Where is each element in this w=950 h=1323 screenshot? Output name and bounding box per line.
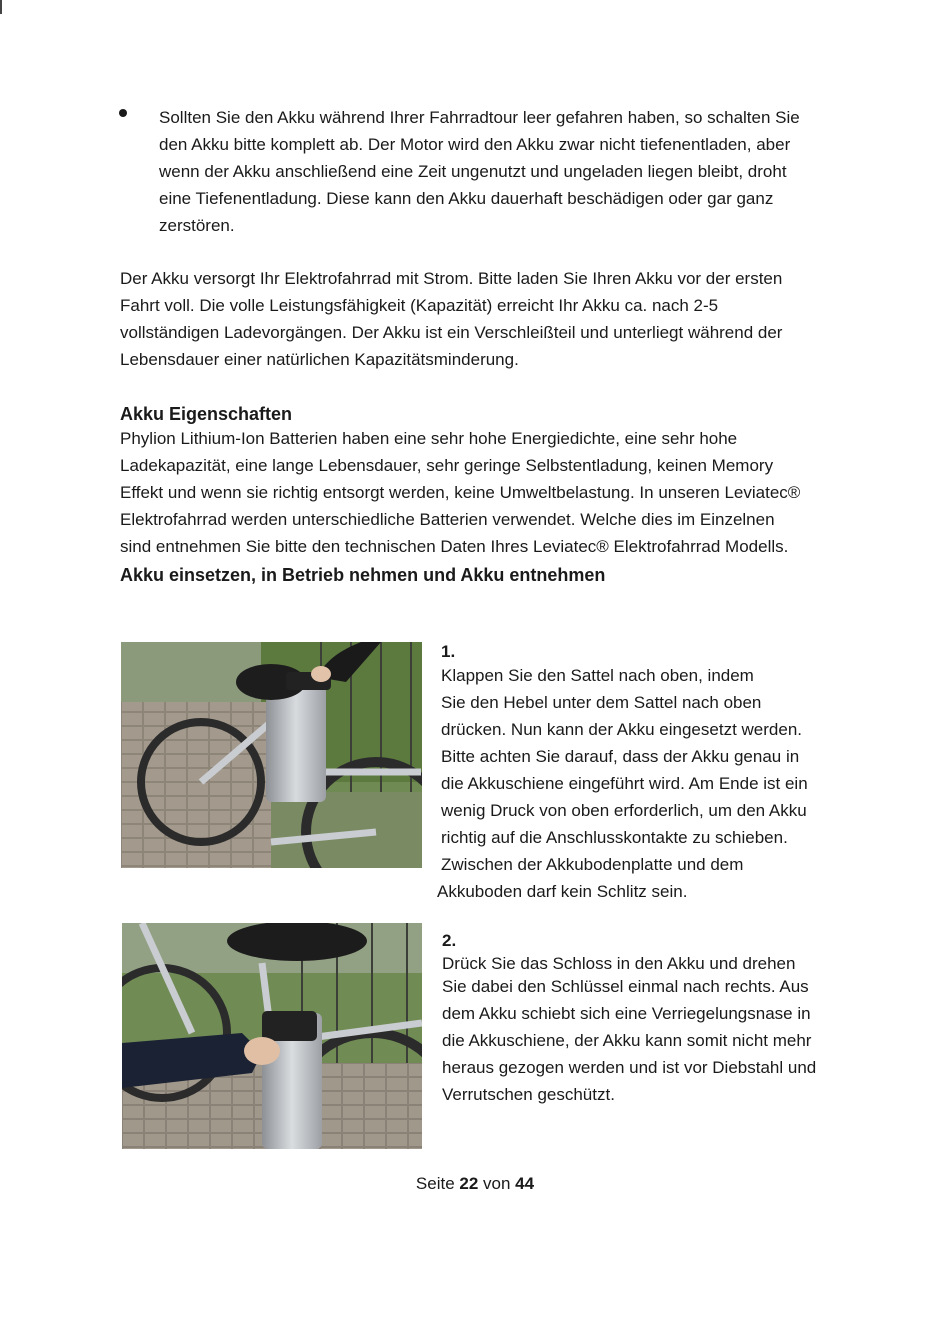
bullet-line-1: Sollten Sie den Akku während Ihrer Fahrradtour leer gefahren haben, so schalten Sie: [159, 108, 800, 127]
section-heading-akku-eigenschaften: Akku Eigenschaften: [120, 404, 293, 424]
step-2-line-1: Drück Sie das Schloss in den Akku und drehen: [442, 954, 796, 973]
section1-line-4: Elektrofahrrad werden unterschiedliche Batterien verwendet. Welche dies im Einzelnen: [120, 510, 775, 529]
intro-line-3: vollständigen Ladevorgängen. Der Akku ist ein Verschleißteil und unterliegt während der: [120, 323, 783, 342]
step-2-line-2: Sie dabei den Schlüssel einmal nach rechts. Aus: [442, 977, 809, 996]
photo-inserting-battery: [121, 642, 422, 868]
section1-line-3: Effekt und wenn sie richtig entsorgt werden, keine Umweltbelastung. In unseren Leviatec®: [120, 483, 801, 502]
bullet-line-2: den Akku bitte komplett ab. Der Motor wird den Akku zwar nicht tiefenentladen, aber: [159, 135, 791, 154]
step-1-line-5: die Akkuschiene eingeführt wird. Am Ende ist ein: [441, 774, 808, 793]
step-1-line-8: Zwischen der Akkubodenplatte und dem: [441, 855, 744, 874]
bullet-line-4: eine Tiefenentladung. Diese kann den Akku dauerhaft beschädigen oder gar ganz: [159, 189, 774, 208]
step-1-number: 1.: [441, 642, 456, 661]
footer-prefix: Seite: [415, 1174, 460, 1193]
step-1-line-1: Klappen Sie den Sattel nach oben, indem: [441, 666, 754, 685]
intro-line-1: Der Akku versorgt Ihr Elektrofahrrad mit Strom. Bitte laden Sie Ihren Akku vor der ersten: [120, 269, 783, 288]
step-1-line-7: richtig auf die Anschlusskontakte zu schieben.: [441, 828, 788, 847]
intro-line-4: Lebensdauer einer natürlichen Kapazitätsminderung.: [120, 350, 519, 369]
step-1-line-6: wenig Druck von oben erforderlich, um den Akku: [441, 801, 807, 820]
bullet-icon: [119, 109, 127, 117]
step-2-number: 2.: [442, 931, 457, 950]
page-footer: [0, 1173, 950, 1195]
footer-page-number: 22: [459, 1174, 479, 1193]
step-1-line-2: Sie den Hebel unter dem Sattel nach oben: [441, 693, 762, 712]
step-2-line-6: Verrutschen geschützt.: [442, 1085, 615, 1104]
step-1-line-3: drücken. Nun kann der Akku eingesetzt werden.: [441, 720, 802, 739]
step-2-line-5: heraus gezogen werden und ist vor Diebstahl und: [442, 1058, 817, 1077]
bullet-line-5: zerstören.: [159, 216, 235, 235]
step-1-line-9: Akkuboden darf kein Schlitz sein.: [437, 882, 688, 901]
footer-page-total: 44: [515, 1174, 535, 1193]
step-1-line-4: Bitte achten Sie darauf, dass der Akku genau in: [441, 747, 800, 766]
photo-locking-battery: [122, 923, 422, 1149]
section1-line-2: Ladekapazität, eine lange Lebensdauer, sehr geringe Selbstentladung, keinen Memory: [120, 456, 774, 475]
footer-middle: von: [478, 1174, 516, 1193]
step-2-line-3: dem Akku schiebt sich eine Verriegelungsnase in: [442, 1004, 811, 1023]
section1-line-5: sind entnehmen Sie bitte den technischen Daten Ihres Leviatec® Elektrofahrrad Modells.: [120, 537, 789, 556]
intro-line-2: Fahrt voll. Die volle Leistungsfähigkeit (Kapazität) erreicht Ihr Akku ca. nach 2-5: [120, 296, 719, 315]
bullet-line-3: wenn der Akku anschließend eine Zeit ungenutzt und ungeladen liegen bleibt, droht: [159, 162, 787, 181]
section1-line-1: Phylion Lithium-Ion Batterien haben eine sehr hohe Energiedichte, eine sehr hohe: [120, 429, 738, 448]
section-heading-akku-einsetzen: Akku einsetzen, in Betrieb nehmen und Akku entnehmen: [120, 565, 606, 585]
page-corner-mark: [0, 0, 2, 14]
step-2-line-4: die Akkuschiene, der Akku kann somit nicht mehr: [442, 1031, 812, 1050]
